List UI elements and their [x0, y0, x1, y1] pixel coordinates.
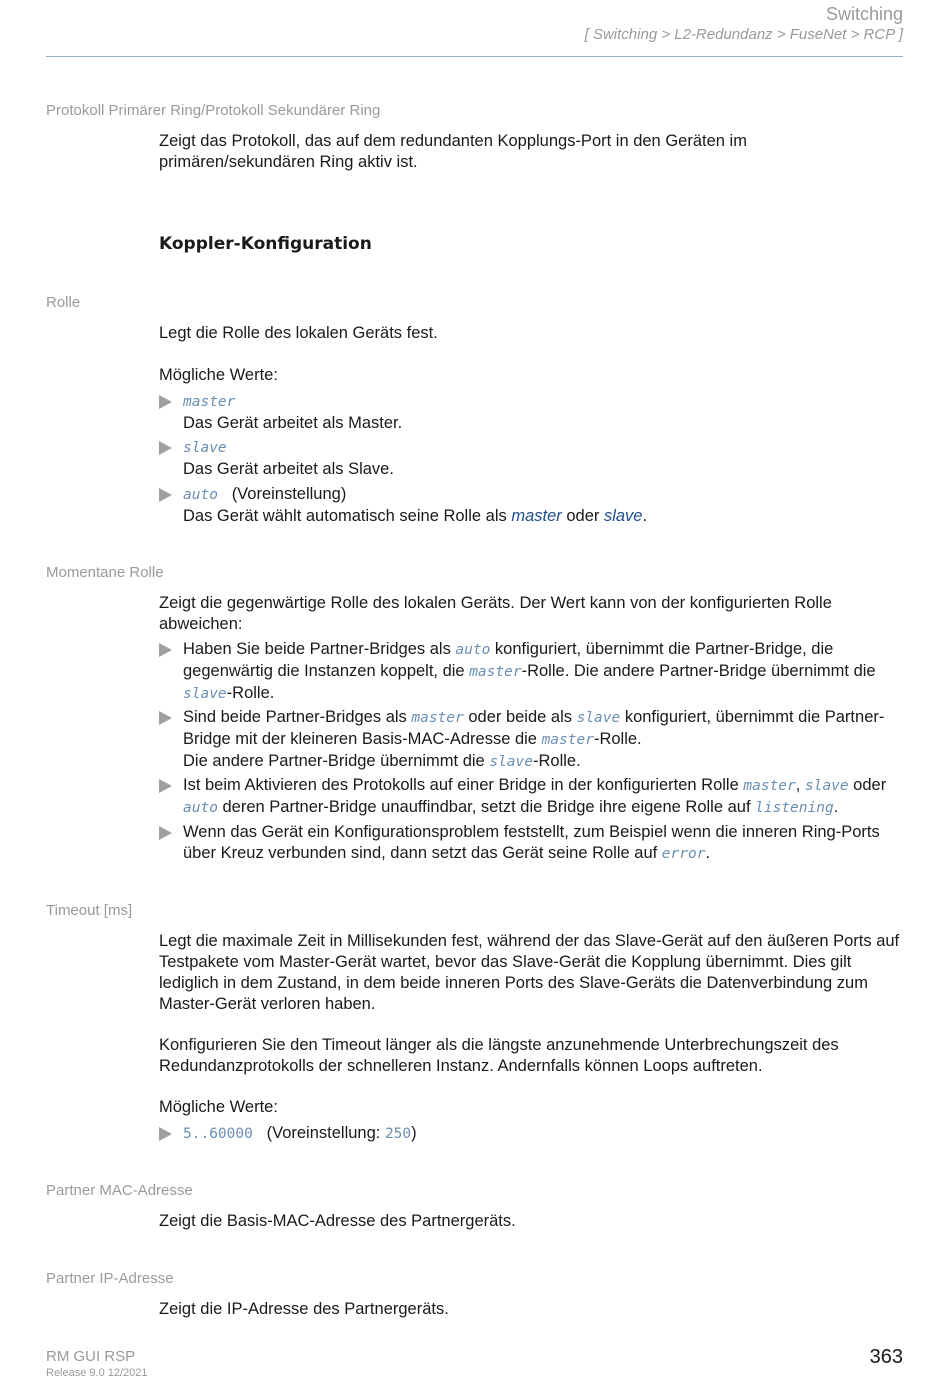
- partner-ip-description: Zeigt die IP-Adresse des Partnergeräts.: [159, 1300, 449, 1318]
- b2-text-b: oder beide als: [463, 708, 577, 726]
- b3-text-c: deren Partner-Bridge unauffindbar, setzt die Bridge ihre eigene Rolle auf: [217, 798, 756, 816]
- section-heading-coupler: Koppler-Konfiguration: [159, 234, 372, 254]
- slave-description: Das Gerät arbeitet als Slave.: [183, 460, 394, 478]
- b1-text-c: -Rolle. Die andere Partner-Bridge übernimmt die: [521, 662, 876, 680]
- code-auto: auto: [183, 800, 218, 816]
- b2-text-e: Die andere Partner-Bridge übernimmt die: [183, 752, 490, 770]
- role-values-intro: Mögliche Werte:: [159, 366, 278, 384]
- auto-desc-c: .: [642, 507, 648, 525]
- role-value-auto: [159, 484, 905, 527]
- b3-text-a: Ist beim Aktivieren des Protokolls auf einer Bridge in der konfigurierten Rolle: [183, 776, 744, 794]
- timeout-value-range: [159, 1123, 905, 1145]
- b1-text-d: -Rolle.: [226, 684, 275, 702]
- b4-text-a: Wenn das Gerät ein Konfigurationsproblem feststellt, zum Beispiel wenn die inneren Ring-Ports über Kreuz verbunden sind, dann setzt das Gerät seine Rolle auf: [183, 823, 880, 862]
- footer-document-name: RM GUI RSP: [46, 1348, 136, 1365]
- code-slave: slave: [489, 754, 533, 770]
- role-value-slave: [159, 437, 905, 480]
- current-role-intro: Zeigt die gegenwärtige Rolle des lokalen Geräts. Der Wert kann von der konfigurierten Rolle abweichen:: [159, 594, 832, 633]
- code-slave: slave: [804, 778, 849, 794]
- timeout-values-intro: Mögliche Werte:: [159, 1098, 278, 1116]
- param-label-protocol: Protokoll Primärer Ring/Protokoll Sekundärer Ring: [46, 102, 381, 119]
- b3-text-b: oder: [848, 776, 887, 794]
- auto-desc-a: Das Gerät wählt automatisch seine Rolle als: [183, 507, 512, 525]
- bullet-triangle-icon: [159, 395, 172, 409]
- b2-text-c: konfiguriert, übernimmt die Partner-Bridge mit der kleineren Basis-MAC-Adresse die: [183, 708, 885, 748]
- b2-text-d: -Rolle.: [593, 730, 642, 748]
- bullet-triangle-icon: [159, 1127, 172, 1141]
- protocol-description: Zeigt das Protokoll, das auf dem redundanten Kopplungs-Port in den Geräten im primären/sekundären Ring aktiv ist.: [159, 132, 747, 171]
- current-role-bullet-1: [159, 639, 905, 705]
- page-number: 363: [869, 1346, 903, 1368]
- code-auto: auto: [183, 487, 218, 503]
- code-slave: slave: [183, 440, 227, 456]
- param-label-partner-ip: Partner IP-Adresse: [46, 1270, 174, 1287]
- chapter-title: Switching: [825, 4, 903, 24]
- param-label-role: Rolle: [46, 294, 81, 311]
- breadcrumb: [ Switching > L2-Redundanz > FuseNet > RCP ]: [584, 26, 903, 43]
- param-label-partner-mac: Partner MAC-Adresse: [46, 1182, 193, 1199]
- current-role-bullet-2: [159, 707, 905, 773]
- code-master: master: [411, 710, 464, 726]
- code-master: master: [541, 732, 594, 748]
- master-description: Das Gerät arbeitet als Master.: [183, 414, 403, 432]
- code-master: master: [183, 394, 236, 410]
- b4-text-b: .: [705, 844, 711, 862]
- bullet-triangle-icon: [159, 826, 172, 840]
- auto-desc-slave: slave: [603, 507, 643, 525]
- code-range: 5..60000: [183, 1126, 253, 1142]
- b2-text-a: Sind beide Partner-Bridges als: [183, 708, 412, 726]
- b1-text-a: Haben Sie beide Partner-Bridges als: [183, 640, 456, 658]
- bullet-triangle-icon: [159, 643, 172, 657]
- timeout-warning: Konfigurieren Sie den Timeout länger als die längste anzunehmende Unterbrechungszeit des Redundanzprotokolls der schnelleren Instanz. Andernfalls können Loops auftreten.: [159, 1036, 839, 1075]
- auto-desc-b: oder: [561, 507, 604, 525]
- bullet-triangle-icon: [159, 779, 172, 793]
- footer-release: Release 9.0 12/2021: [46, 1367, 148, 1379]
- code-slave: slave: [183, 686, 227, 702]
- current-role-bullet-3: [159, 775, 905, 819]
- b2-text-f: -Rolle.: [532, 752, 581, 770]
- code-auto: auto: [455, 642, 491, 658]
- code-listening: listening: [755, 800, 834, 816]
- current-role-bullet-4: [159, 822, 905, 865]
- auto-default-note: (Voreinstellung): [231, 485, 347, 503]
- header-divider: [46, 56, 903, 57]
- bullet-triangle-icon: [159, 711, 172, 725]
- timeout-default-a: (Voreinstellung:: [266, 1124, 385, 1142]
- timeout-description: Legt die maximale Zeit in Millisekunden fest, während der das Slave-Gerät auf den äußeren Ports auf Testpakete vom Master-Gerät wartet, bevor das Slave-Gerät die Kopplung übernimmt. Dies gilt lediglich in dem Zustand, in dem beide inneren Ports des Slave-Geräts die Datenverbindung zum Master-Gerät verloren haben.: [159, 932, 900, 1013]
- b3-text-d: .: [833, 798, 839, 816]
- param-label-current-role: Momentane Rolle: [46, 564, 164, 581]
- auto-desc-master: master: [511, 507, 562, 525]
- role-description: Legt die Rolle des lokalen Geräts fest.: [159, 324, 438, 342]
- role-value-master: [159, 391, 905, 434]
- code-slave: slave: [576, 710, 621, 726]
- bullet-triangle-icon: [159, 488, 172, 502]
- code-master: master: [743, 778, 796, 794]
- param-label-timeout: Timeout [ms]: [46, 902, 133, 919]
- b1-text-b: konfiguriert, übernimmt die Partner-Bridge, die gegenwärtig die Instanzen koppelt, die: [183, 640, 834, 680]
- bullet-triangle-icon: [159, 441, 172, 455]
- timeout-default-b: ): [411, 1124, 417, 1142]
- code-error: error: [661, 846, 706, 862]
- code-master: master: [469, 664, 522, 680]
- b3-separator: ,: [795, 776, 805, 794]
- code-default-value: 250: [384, 1126, 412, 1142]
- partner-mac-description: Zeigt die Basis-MAC-Adresse des Partnergeräts.: [159, 1212, 516, 1230]
